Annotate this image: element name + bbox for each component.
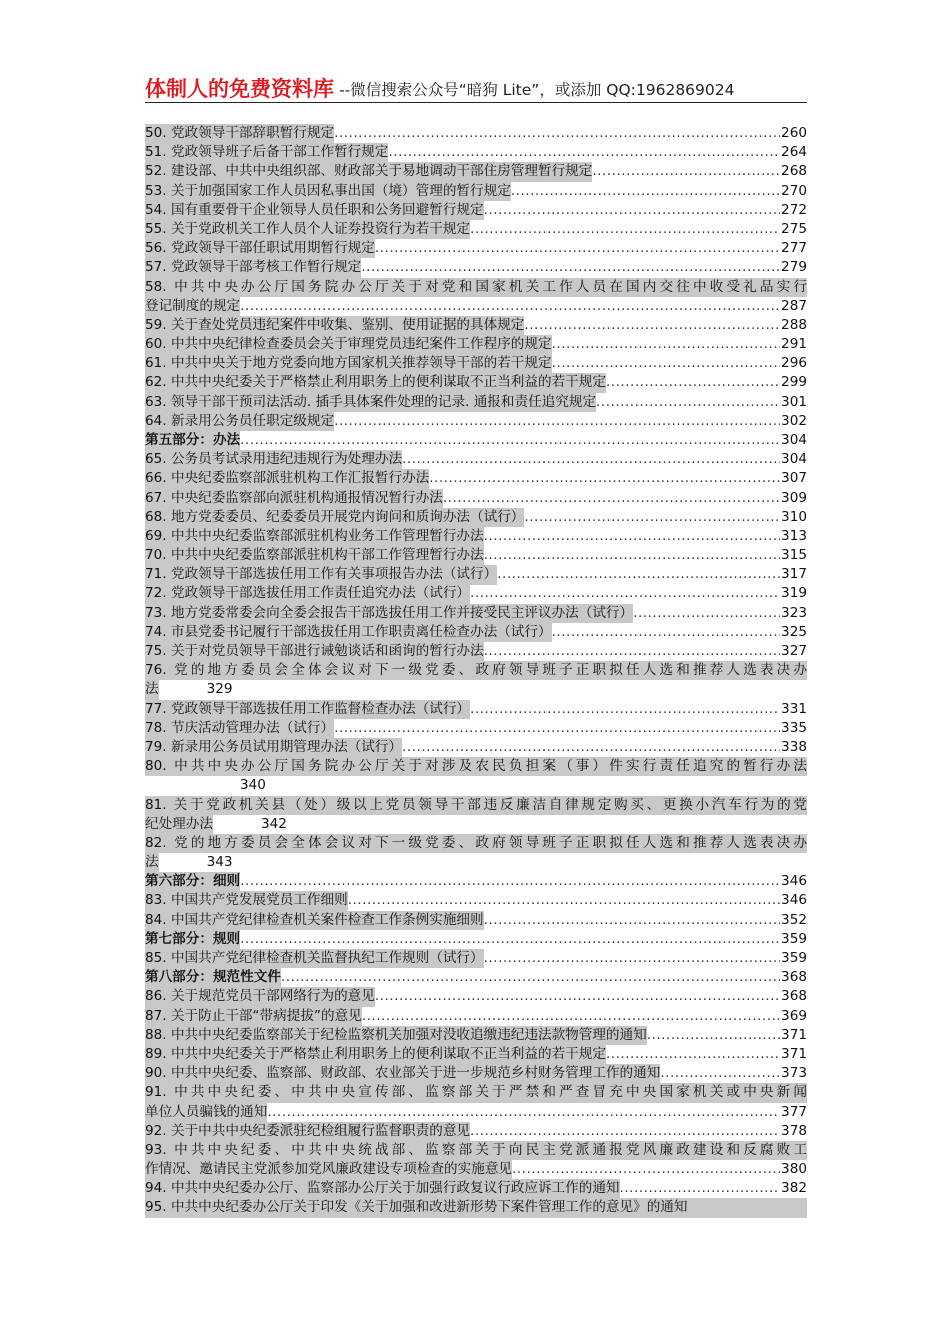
dot-leader — [402, 738, 780, 757]
toc-entry-title: 54. 国有重要骨干企业领导人员任职和公务回避暂行规定 — [145, 201, 484, 220]
toc-entry-title: 87. 关于防止干部“带病提拔”的意见 — [145, 1007, 362, 1026]
toc-entry-title-line1: 58. 中共中央办公厅国务院办公厅关于对党和国家机关工作人员在国内交往中收受礼品实行 — [145, 278, 807, 297]
toc-entry-title: 73. 地方党委常委会向全委会报告干部选拔任用工作并接受民主评议办法（试行） — [145, 604, 633, 623]
toc-entry-title-line1: 91. 中共中央纪委、中共中央宣传部、监察部关于严禁和严查冒充中央国家机关或中央新闻 — [145, 1083, 807, 1102]
toc-page-number: 368 — [781, 969, 807, 986]
toc-page-number: 346 — [781, 892, 807, 909]
toc-page-number: 272 — [781, 201, 807, 218]
dot-leader — [512, 1160, 780, 1179]
toc-entry-title: 92. 关于中共中央纪委派驻纪检组履行监督职责的意见 — [145, 1122, 470, 1141]
toc-page-number: 346 — [781, 873, 807, 890]
toc-entry-title: 第七部分：规则 — [145, 930, 240, 949]
toc-section-heading[interactable] — [145, 872, 807, 891]
toc-entry[interactable] — [145, 1064, 807, 1083]
brand-title: 体制人的免费资料库 — [145, 77, 334, 101]
toc-page-number: 310 — [781, 508, 807, 525]
toc-entry[interactable] — [145, 1045, 807, 1064]
toc-page-number: 327 — [781, 643, 807, 660]
toc-page-number: 369 — [781, 1007, 807, 1024]
toc-entry[interactable] — [145, 412, 807, 431]
toc-page-number: 377 — [781, 1103, 807, 1120]
toc-entry[interactable] — [145, 162, 807, 181]
dot-leader — [240, 872, 780, 891]
toc-entry[interactable] — [145, 1179, 807, 1198]
dot-leader — [240, 431, 780, 450]
toc-page-number: 359 — [781, 950, 807, 967]
dot-leader — [470, 585, 780, 604]
toc-page-number: 371 — [781, 1026, 807, 1043]
dot-leader — [388, 143, 780, 162]
toc-page-number: 382 — [781, 1180, 807, 1197]
dot-leader — [497, 565, 780, 584]
toc-page-number: 329 — [206, 681, 233, 698]
toc-section-heading[interactable] — [145, 968, 807, 987]
dot-leader — [470, 1122, 780, 1141]
toc-entry[interactable] — [145, 335, 807, 354]
toc-entry[interactable] — [145, 1083, 807, 1121]
toc-entry-title-line2: 登记制度的规定 — [145, 297, 240, 316]
toc-entry[interactable] — [145, 700, 807, 719]
toc-entry-title: 86. 关于规范党员干部网络行为的意见 — [145, 987, 375, 1006]
dot-leader — [267, 1103, 780, 1122]
dot-leader — [429, 469, 780, 488]
toc-entry[interactable] — [145, 911, 807, 930]
toc-entry[interactable] — [145, 220, 807, 239]
dot-leader — [552, 335, 780, 354]
toc-entry[interactable] — [145, 623, 807, 642]
toc-entry-title: 第八部分：规范性文件 — [145, 968, 281, 987]
toc-entry-title: 83. 中国共产党发展党员工作细则 — [145, 891, 348, 910]
toc-entry[interactable] — [145, 373, 807, 392]
toc-entry-title-line1: 81. 关于党政机关县（处）级以上党员领导干部违反廉洁自律规定购买、更换小汽车行为的党 — [145, 796, 807, 815]
toc-entry-title: 90. 中共中央纪委、监察部、财政部、农业部关于进一步规范乡村财务管理工作的通知 — [145, 1064, 660, 1083]
toc-page-number: 279 — [781, 259, 807, 276]
toc-page-number: 264 — [781, 144, 807, 161]
toc-entry-title: 第五部分：办法 — [145, 431, 240, 450]
toc-page-number: 277 — [781, 240, 807, 257]
toc-entry[interactable] — [145, 239, 807, 258]
toc-entry-title: 84. 中国共产党纪律检查机关案件检查工作条例实施细则 — [145, 911, 484, 930]
page-header — [145, 72, 807, 103]
toc-entry-title: 63. 领导干部干预司法活动. 插手具体案件处理的记录. 通报和责任追究规定 — [145, 393, 596, 412]
toc-entry-title: 78. 节庆活动管理办法（试行） — [145, 719, 334, 738]
toc-page-number: 317 — [781, 566, 807, 583]
toc-page-number: 323 — [781, 604, 807, 621]
toc-page-number: 335 — [781, 719, 807, 736]
toc-entry-title: 55. 关于党政机关工作人员个人证券投资行为若干规定 — [145, 220, 470, 239]
dot-leader — [606, 373, 780, 392]
toc-page-number: 268 — [781, 163, 807, 180]
dot-leader — [443, 489, 780, 508]
toc-entry-title-line1: 93. 中共中央纪委、中共中央统战部、监察部关于向民主党派通报党风廉政建设和反腐败工 — [145, 1141, 807, 1160]
toc-entry-title-line2: 单位人员骗钱的通知 — [145, 1103, 267, 1122]
dot-leader — [240, 297, 780, 316]
toc-page-number: 368 — [781, 988, 807, 1005]
toc-page-number: 342 — [260, 815, 287, 832]
toc-page-number: 380 — [781, 1161, 807, 1178]
dot-leader — [552, 354, 780, 373]
toc-entry-title: 64. 新录用公务员任职定级规定 — [145, 412, 334, 431]
dot-leader — [647, 1026, 780, 1045]
dot-leader — [375, 987, 780, 1006]
toc-entry[interactable] — [145, 124, 807, 143]
dot-leader — [620, 1179, 781, 1198]
toc-page-number: 301 — [781, 393, 807, 410]
toc-page-number: 378 — [781, 1122, 807, 1139]
toc-entry-title-line2: 法 — [145, 680, 159, 699]
toc-entry-title: 59. 关于查处党员违纪案件中收集、鉴别、使用证据的具体规定 — [145, 316, 524, 335]
toc-section-heading[interactable] — [145, 431, 807, 450]
toc-entry-title: 89. 中共中央纪委关于严格禁止利用职务上的便利谋取不正当利益的若干规定 — [145, 1045, 606, 1064]
toc-entry[interactable] — [145, 719, 807, 738]
toc-entry[interactable] — [145, 987, 807, 1006]
table-of-contents — [145, 124, 807, 1218]
toc-entry-title: 57. 党政领导干部考核工作暂行规定 — [145, 258, 361, 277]
dot-leader — [484, 546, 780, 565]
toc-page-number: 275 — [781, 220, 807, 237]
dot-leader — [484, 642, 780, 661]
toc-page-number: 343 — [206, 854, 233, 871]
toc-entry[interactable] — [145, 585, 807, 604]
toc-page-number: 319 — [781, 585, 807, 602]
toc-section-heading[interactable] — [145, 930, 807, 949]
toc-entry[interactable] — [145, 1007, 807, 1026]
toc-entry[interactable] — [145, 1122, 807, 1141]
toc-entry[interactable] — [145, 949, 807, 968]
dot-leader — [334, 412, 780, 431]
dot-leader — [552, 623, 780, 642]
dot-leader — [660, 1064, 780, 1083]
toc-page-number: 373 — [781, 1065, 807, 1082]
toc-entry-title: 56. 党政领导干部任职试用期暂行规定 — [145, 239, 375, 258]
dot-leader — [484, 911, 780, 930]
toc-entry[interactable] — [145, 182, 807, 201]
dot-leader — [334, 124, 780, 143]
dot-leader — [375, 239, 780, 258]
toc-entry-title: 70. 中共中央纪委监察部派驻机构干部工作管理暂行办法 — [145, 546, 484, 565]
toc-entry[interactable] — [145, 604, 807, 623]
toc-entry[interactable] — [145, 834, 807, 872]
dot-leader — [402, 450, 780, 469]
dot-leader — [240, 930, 780, 949]
toc-page-number: 309 — [781, 489, 807, 506]
toc-page-number: 307 — [781, 470, 807, 487]
toc-page-number: 299 — [781, 374, 807, 391]
toc-entry[interactable] — [145, 469, 807, 488]
toc-entry[interactable] — [145, 143, 807, 162]
dot-leader — [470, 700, 780, 719]
header-subtitle: --微信搜索公众号“暗狗 Lite”，或添加 QQ:1962869024 — [339, 81, 735, 99]
toc-entry-title: 51. 党政领导班子后备干部工作暂行规定 — [145, 143, 388, 162]
toc-page-number: 352 — [781, 911, 807, 928]
dot-leader — [524, 508, 780, 527]
toc-entry-title: 60. 中共中央纪律检查委员会关于审理党员违纪案件工作程序的规定 — [145, 335, 552, 354]
toc-page-number: 313 — [781, 527, 807, 544]
toc-entry-title: 66. 中央纪委监察部派驻机构工作汇报暂行办法 — [145, 469, 429, 488]
dot-leader — [633, 604, 780, 623]
toc-entry[interactable] — [145, 489, 807, 508]
toc-page-number: 288 — [781, 316, 807, 333]
toc-entry[interactable] — [145, 1199, 807, 1218]
toc-entry-title-line1: 82. 党的地方委员会全体会议对下一级党委、政府领导班子正职拟任人选和推荐人选表决办 — [145, 834, 807, 853]
dot-leader — [281, 968, 780, 987]
toc-page-number: 359 — [781, 930, 807, 947]
toc-entry[interactable] — [145, 258, 807, 277]
toc-entry-title: 69. 中共中央纪委监察部派驻机构业务工作管理暂行办法 — [145, 527, 484, 546]
dot-leader — [334, 719, 780, 738]
dot-leader — [484, 949, 780, 968]
toc-page-number: 371 — [781, 1045, 807, 1062]
toc-entry-title: 75. 关于对党员领导干部进行诫勉谈话和函询的暂行办法 — [145, 642, 484, 661]
dot-leader — [361, 258, 780, 277]
toc-entry[interactable] — [145, 278, 807, 316]
toc-entry-title: 65. 公务员考试录用违纪违规行为处理办法 — [145, 450, 402, 469]
dot-leader — [470, 220, 780, 239]
toc-page-number: 296 — [781, 355, 807, 372]
toc-entry-title: 53. 关于加强国家工作人员因私事出国（境）管理的暂行规定 — [145, 182, 511, 201]
toc-page-number: 304 — [781, 431, 807, 448]
toc-entry-title: 62. 中共中央纪委关于严格禁止利用职务上的便利谋取不正当利益的若干规定 — [145, 373, 606, 392]
toc-entry-title: 71. 党政领导干部选拔任用工作有关事项报告办法（试行） — [145, 565, 497, 584]
dot-leader — [596, 393, 780, 412]
toc-page-number: 325 — [781, 623, 807, 640]
toc-entry[interactable] — [145, 642, 807, 661]
toc-entry[interactable] — [145, 738, 807, 757]
toc-entry[interactable] — [145, 1026, 807, 1045]
toc-entry-title: 67. 中央纪委监察部向派驻机构通报情况暂行办法 — [145, 489, 443, 508]
toc-entry-title: 79. 新录用公务员试用期管理办法（试行） — [145, 738, 402, 757]
toc-page-number: 270 — [781, 182, 807, 199]
toc-page-number: 302 — [781, 412, 807, 429]
dot-leader — [606, 1045, 780, 1064]
toc-entry-title: 74. 市县党委书记履行干部选拔任用工作职责离任检查办法（试行） — [145, 623, 552, 642]
toc-entry[interactable] — [145, 892, 807, 911]
toc-entry-title: 77. 党政领导干部选拔任用工作监督检查办法（试行） — [145, 700, 470, 719]
dot-leader — [592, 162, 780, 181]
toc-entry-title: 95. 中共中央纪委办公厅关于印发《关于加强和改进新形势下案件管理工作的意见》的通知 — [145, 1198, 807, 1217]
toc-page-number: 315 — [781, 547, 807, 564]
toc-page-number: 291 — [781, 336, 807, 353]
toc-entry[interactable] — [145, 354, 807, 373]
toc-entry[interactable] — [145, 1141, 807, 1179]
toc-entry-title-line2: 法 — [145, 853, 159, 872]
toc-entry-title: 85. 中国共产党纪律检查机关监督执纪工作规则（试行） — [145, 949, 484, 968]
toc-entry[interactable] — [145, 316, 807, 335]
toc-entry[interactable] — [145, 565, 807, 584]
toc-entry[interactable] — [145, 393, 807, 412]
toc-entry-title-line2: 纪处理办法 — [145, 815, 213, 834]
toc-entry[interactable] — [145, 527, 807, 546]
toc-page-number: 260 — [781, 124, 807, 141]
toc-entry-title-line1: 80. 中共中央办公厅国务院办公厅关于对涉及农民负担案（事）件实行责任追究的暂行办法 — [145, 757, 807, 776]
dot-leader — [362, 1007, 780, 1026]
toc-entry[interactable] — [145, 450, 807, 469]
toc-entry-title: 52. 建设部、中共中央组织部、财政部关于易地调动干部住房管理暂行规定 — [145, 162, 592, 181]
toc-entry[interactable] — [145, 757, 807, 795]
dot-leader — [524, 316, 780, 335]
toc-entry[interactable] — [145, 796, 807, 834]
toc-entry[interactable] — [145, 201, 807, 220]
dot-leader — [484, 201, 780, 220]
toc-entry-title: 68. 地方党委委员、纪委委员开展党内询问和质询办法（试行） — [145, 508, 524, 527]
dot-leader — [484, 527, 780, 546]
toc-entry[interactable] — [145, 546, 807, 565]
toc-entry[interactable] — [145, 508, 807, 527]
toc-entry-title: 94. 中共中央纪委办公厅、监察部办公厅关于加强行政复议行政应诉工作的通知 — [145, 1179, 620, 1198]
toc-page-number: 340 — [240, 777, 266, 794]
toc-entry-title: 第六部分：细则 — [145, 872, 240, 891]
toc-entry-title-line2: 作情况、邀请民主党派参加党风廉政建设专项检查的实施意见 — [145, 1160, 512, 1179]
toc-entry-title: 61. 中共中央关于地方党委向地方国家机关推荐领导干部的若干规定 — [145, 354, 552, 373]
toc-page-number: 304 — [781, 451, 807, 468]
toc-page-number: 338 — [781, 738, 807, 755]
toc-entry-title-line1: 76. 党的地方委员会全体会议对下一级党委、政府领导班子正职拟任人选和推荐人选表决办 — [145, 661, 807, 680]
toc-entry-title: 50. 党政领导干部辞职暂行规定 — [145, 124, 334, 143]
toc-entry[interactable] — [145, 661, 807, 699]
dot-leader — [348, 892, 780, 911]
dot-leader — [511, 182, 780, 201]
toc-entry-title: 72. 党政领导干部选拔任用工作责任追究办法（试行） — [145, 584, 470, 603]
toc-page-number: 287 — [781, 297, 807, 314]
toc-page-number: 331 — [781, 700, 807, 717]
toc-entry-title: 88. 中共中央纪委监察部关于纪检监察机关加强对没收追缴违纪违法款物管理的通知 — [145, 1026, 647, 1045]
